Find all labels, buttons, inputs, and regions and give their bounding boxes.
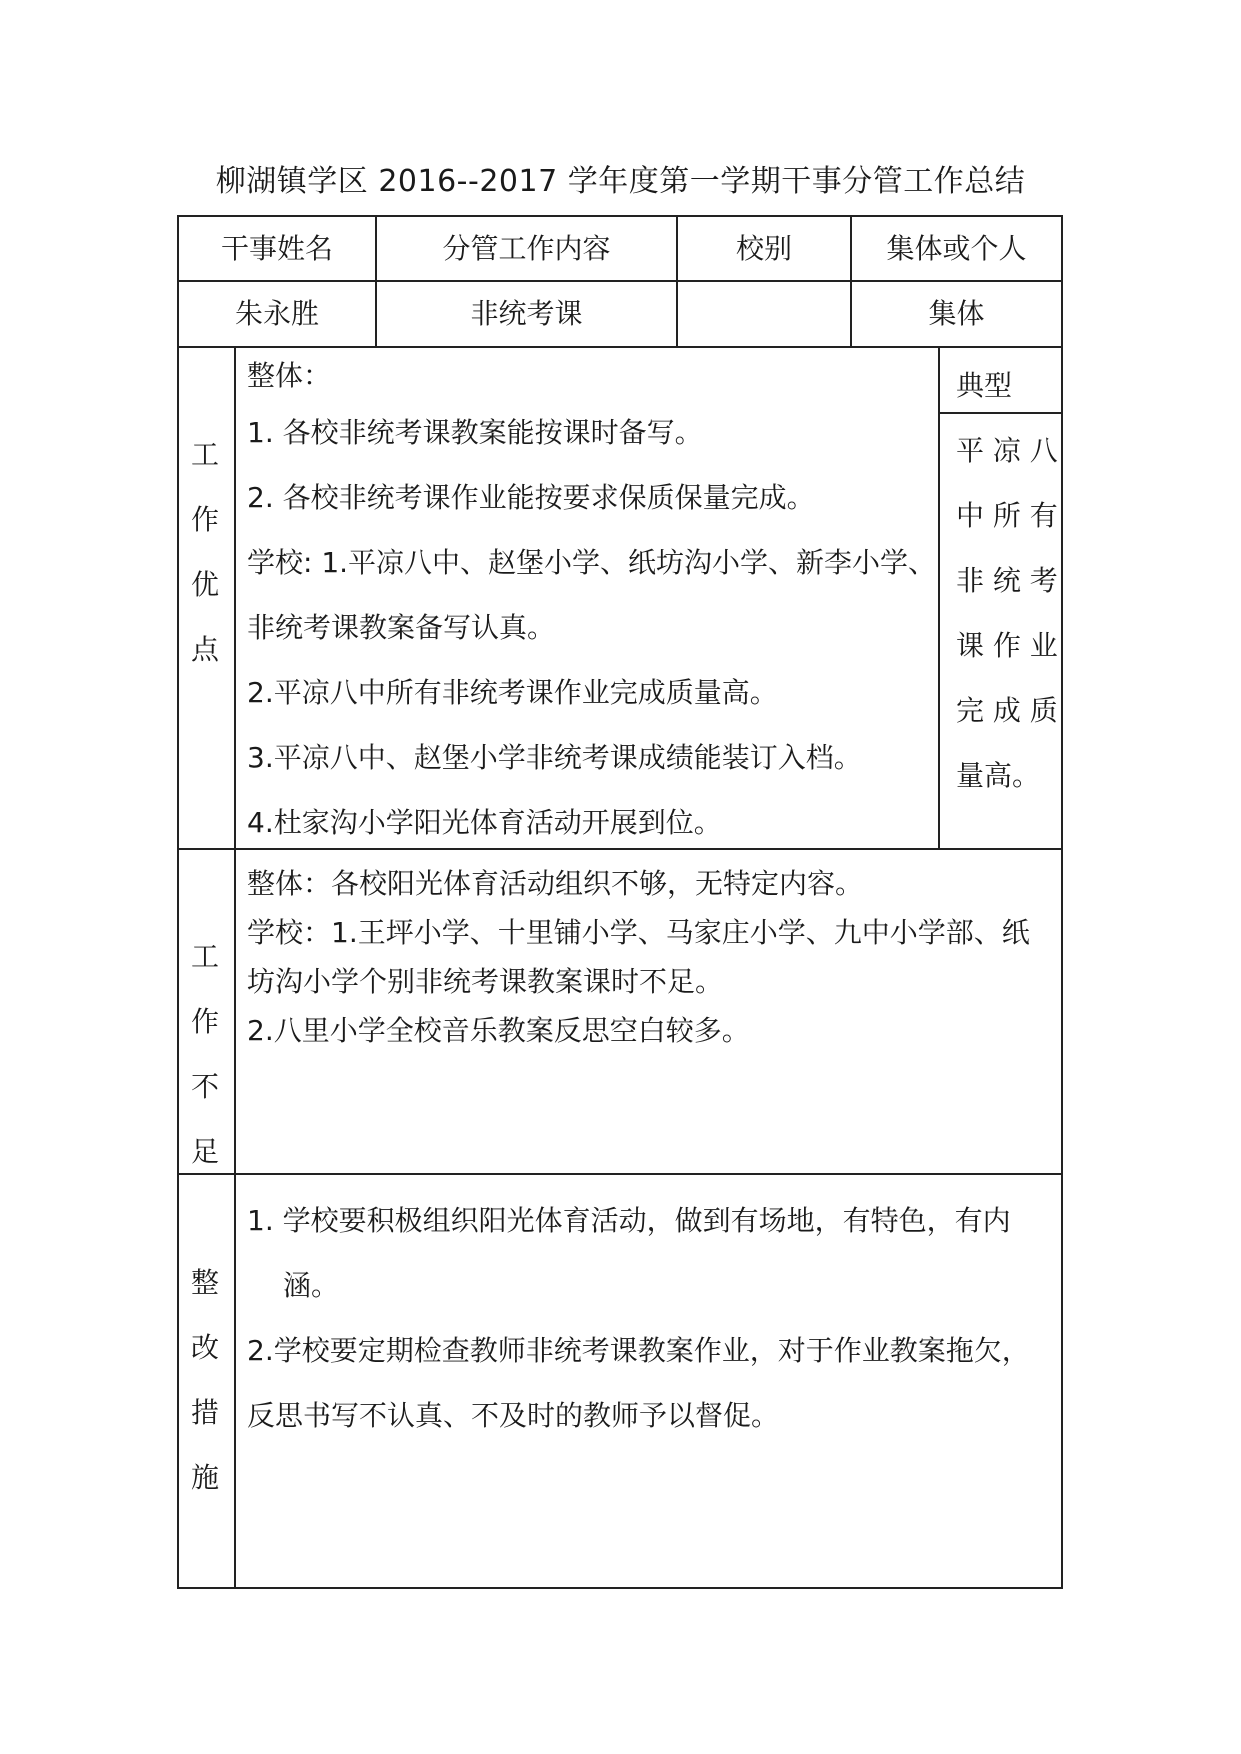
- strengths-line: 1. 各校非统考课教案能按课时备写。: [247, 416, 703, 449]
- header-content: 分管工作内容: [442, 231, 611, 265]
- label-char: 不: [190, 1070, 219, 1103]
- school-value: [678, 282, 850, 346]
- typical-line: 完 成 质: [956, 694, 1058, 727]
- weaknesses-line: 学校：1.王坪小学、十里铺小学、马家庄小学、九中小学部、纸: [247, 916, 1030, 949]
- typical-line: 平 凉 八: [956, 434, 1058, 467]
- measures-line: 1. 学校要积极组织阳光体育活动，做到有场地，有特色，有内: [247, 1204, 1011, 1237]
- weaknesses-label: [190, 924, 220, 1184]
- label-char: 施: [190, 1461, 219, 1494]
- typical-label: 典型: [956, 369, 1013, 402]
- work-content: 非统考课: [470, 297, 583, 330]
- page-title: 柳湖镇学区 2016--2017 学年度第一学期干事分管工作总结: [215, 164, 1026, 199]
- typical-line: 非 统 考: [956, 564, 1058, 597]
- staff-name: 朱永胜: [234, 297, 319, 330]
- strengths-line: 2.平凉八中所有非统考课作业完成质量高。: [247, 676, 778, 709]
- header-name: 干事姓名: [220, 231, 333, 265]
- typical-column-divider: [938, 346, 940, 850]
- label-char: 措: [190, 1396, 219, 1429]
- table-border-right: [1061, 215, 1063, 1589]
- label-char: 工: [190, 438, 219, 471]
- label-char: 优: [190, 568, 219, 601]
- table-row-divider: [177, 1173, 1063, 1175]
- label-char: 作: [190, 1005, 219, 1038]
- typical-divider: [940, 412, 1063, 414]
- typical-line: 课 作 业: [956, 629, 1058, 662]
- strengths-line: 2. 各校非统考课作业能按要求保质保量完成。: [247, 481, 815, 514]
- label-char: 足: [190, 1135, 219, 1168]
- measures-line: 2.学校要定期检查教师非统考课教案作业，对于作业教案拖欠，: [247, 1334, 1030, 1367]
- strengths-line: 3.平凉八中、赵堡小学非统考课成绩能装订入档。: [247, 741, 862, 774]
- strengths-label: [190, 422, 220, 682]
- header-school: 校别: [735, 231, 792, 265]
- measures-line: 涵。: [283, 1269, 340, 1302]
- label-char: 作: [190, 503, 219, 536]
- weaknesses-line: 2.八里小学全校音乐教案反思空白较多。: [247, 1014, 750, 1047]
- measures-line: 反思书写不认真、不及时的教师予以督促。: [247, 1399, 780, 1432]
- label-char: 整: [190, 1266, 219, 1299]
- strengths-line: 学校: 1.平凉八中、赵堡小学、纸坊沟小学、新李小学、: [247, 546, 937, 579]
- weaknesses-line: 坊沟小学个别非统考课教案课时不足。: [247, 965, 724, 998]
- typical-line: 量高。: [956, 759, 1041, 792]
- table-border-bottom: [177, 1587, 1063, 1589]
- strengths-line: 4.杜家沟小学阳光体育活动开展到位。: [247, 806, 722, 839]
- strengths-line: 非统考课教案备写认真。: [247, 611, 556, 644]
- collective-or-individual: 集体: [928, 297, 985, 330]
- label-char: 点: [190, 633, 219, 666]
- label-char: 改: [190, 1331, 219, 1364]
- label-char: 工: [190, 940, 219, 973]
- table-border-left: [177, 215, 179, 1589]
- label-column-divider: [234, 346, 236, 1589]
- strengths-line: 整体：: [247, 359, 332, 392]
- table-row-divider: [177, 346, 1063, 348]
- header-type: 集体或个人: [886, 231, 1027, 265]
- table-row-divider: [177, 848, 1063, 850]
- measures-label: [190, 1250, 220, 1510]
- weaknesses-line: 整体：各校阳光体育活动组织不够，无特定内容。: [247, 867, 864, 900]
- typical-line: 中 所 有: [956, 499, 1058, 532]
